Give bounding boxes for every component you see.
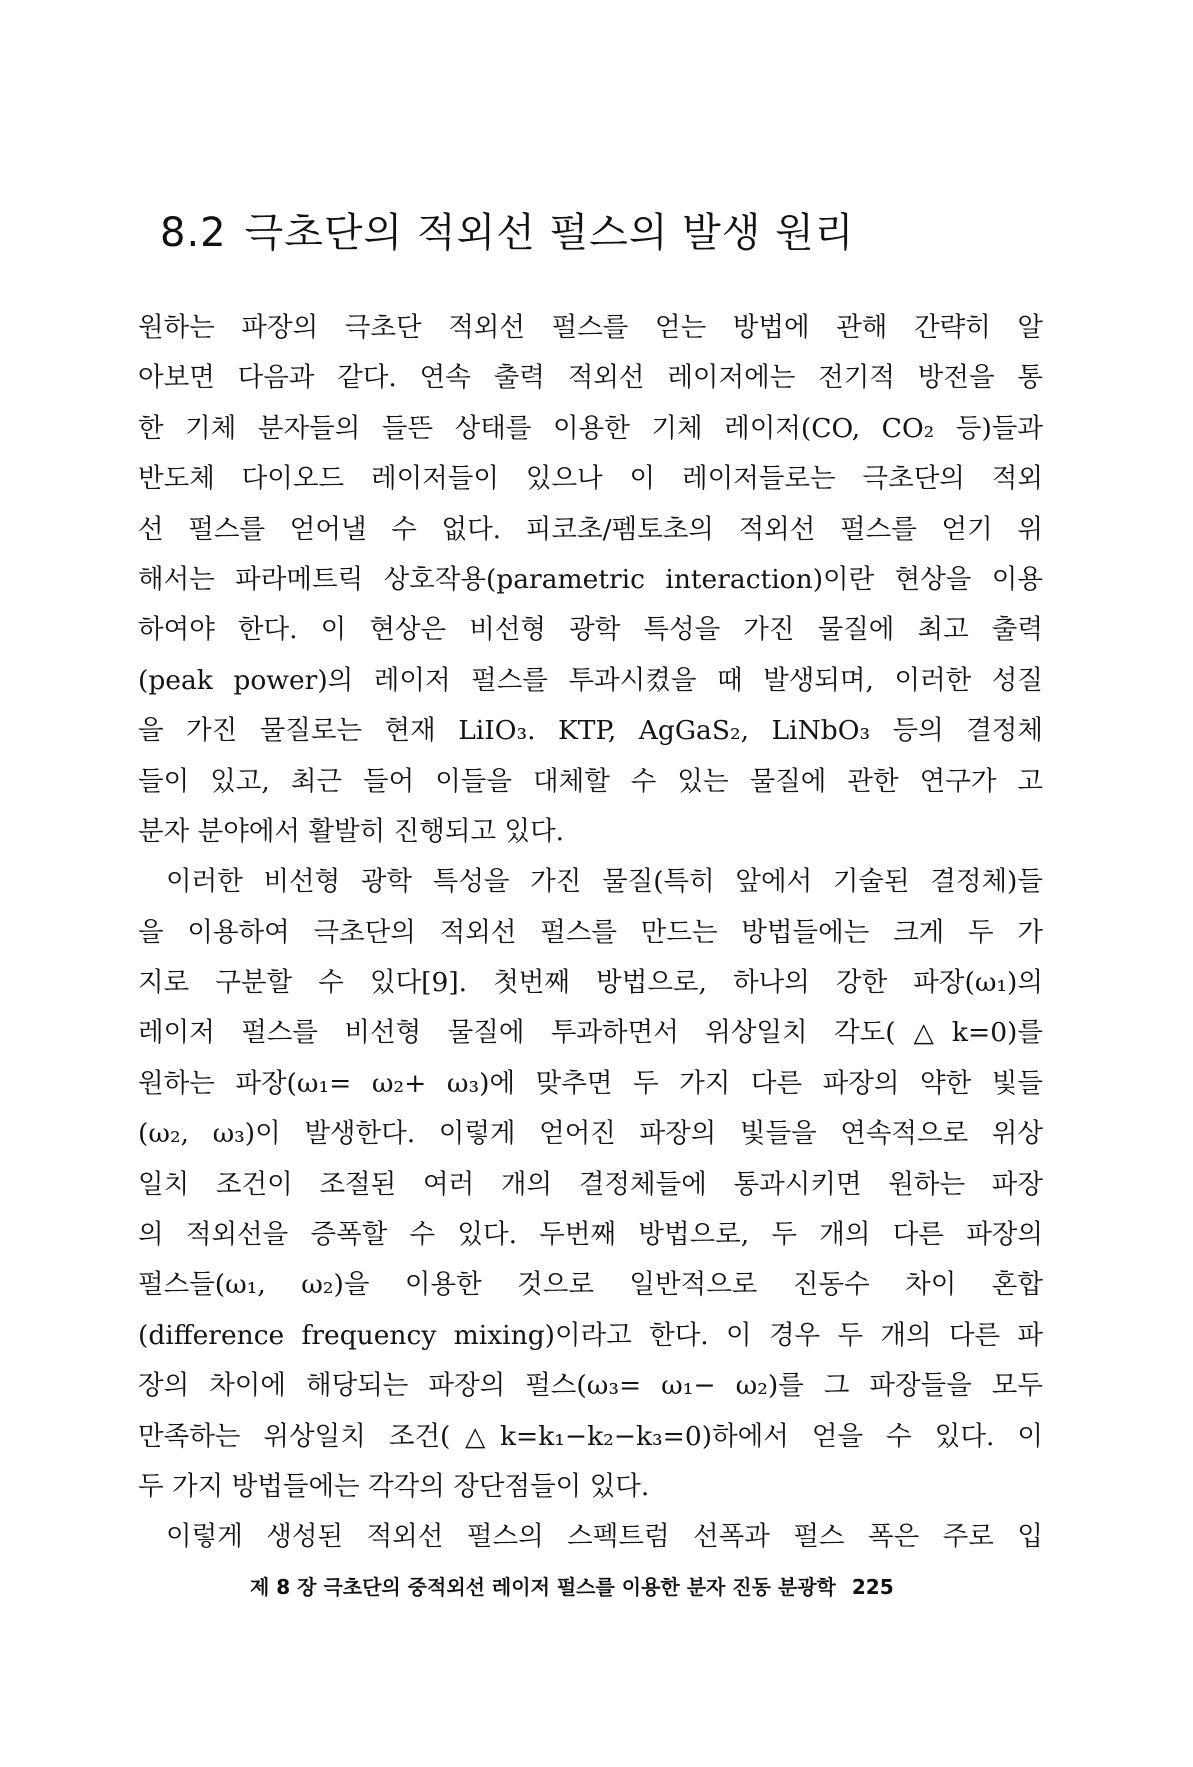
body-line: 원하는 파장(ω₁= ω₂+ ω₃)에 맞추면 두 가지 다른 파장의 약한 빛들 — [138, 1067, 1043, 1099]
body-line: (peak power)의 레이저 펄스를 투과시켰을 때 발생되며, 이러한 성질 — [138, 664, 1043, 696]
body-line: 이러한 비선형 광학 특성을 가진 물질(특히 앞에서 기술된 결정체)들 — [166, 866, 1043, 898]
body-line: 아보면 다음과 같다. 연속 출력 적외선 레이저에는 전기적 방전을 통 — [138, 362, 1043, 394]
body-line: 반도체 다이오드 레이저들이 있으나 이 레이저들로는 극초단의 적외 — [138, 463, 1043, 495]
body-line: 한 기체 분자들의 들뜬 상태를 이용한 기체 레이저(CO, CO₂ 등)들과 — [138, 412, 1043, 444]
body-line: (ω₂, ω₃)이 발생한다. 이렇게 얻어진 파장의 빛들을 연속적으로 위상 — [138, 1118, 1043, 1150]
body-line: 레이저 펄스를 비선형 물질에 투과하면서 위상일치 각도(△k=0)를 — [138, 1017, 1043, 1049]
section-number: 8.2 — [160, 210, 227, 256]
body-line: (difference frequency mixing)이라고 한다. 이 경우 두 개의 다른 파 — [138, 1319, 1043, 1351]
body-line: 펄스들(ω₁, ω₂)을 이용한 것으로 일반적으로 진동수 차이 혼합 — [138, 1269, 1043, 1301]
body-line: 두 가지 방법들에는 각각의 장단점들이 있다. — [138, 1470, 650, 1502]
body-line: 지로 구분할 수 있다[9]. 첫번째 방법으로, 하나의 강한 파장(ω₁)의 — [138, 967, 1043, 999]
chapter-title: 제 8 장 극초단의 중적외선 레이저 펄스를 이용한 분자 진동 분광학 — [250, 1575, 836, 1599]
body-line: 장의 차이에 해당되는 파장의 펄스(ω₃= ω₁− ω₂)를 그 파장들을 모두 — [138, 1370, 1043, 1402]
body-line: 이렇게 생성된 적외선 펄스의 스펙트럼 선폭과 펄스 폭은 주로 입 — [166, 1521, 1043, 1553]
body-line: 의 적외선을 증폭할 수 있다. 두번째 방법으로, 두 개의 다른 파장의 — [138, 1219, 1043, 1251]
body-line: 분자 분야에서 활발히 진행되고 있다. — [138, 815, 565, 847]
body-line: 을 가진 물질로는 현재 LiIO₃. KTP, AgGaS₂, LiNbO₃ 등의 결정체 — [138, 715, 1043, 747]
body-line: 원하는 파장의 극초단 적외선 펄스를 얻는 방법에 관해 간략히 알 — [138, 312, 1043, 343]
section-title-text: 극초단의 적외선 펄스의 발생 원리 — [244, 210, 855, 256]
body-line: 들이 있고, 최근 들어 이들을 대체할 수 있는 물질에 관한 연구가 고 — [138, 765, 1043, 797]
body-line: 일치 조건이 조절된 여러 개의 결정체들에 통과시키면 원하는 파장 — [138, 1168, 1043, 1200]
body-line: 만족하는 위상일치 조건(△k=k₁−k₂−k₃=0)하에서 얻을 수 있다. 이 — [138, 1420, 1043, 1452]
section-heading — [160, 205, 1060, 261]
running-footer — [250, 1572, 1050, 1602]
body-line: 선 펄스를 얻어낼 수 없다. 피코초/펨토초의 적외선 펄스를 얻기 위 — [138, 513, 1043, 545]
page-number: 225 — [851, 1575, 894, 1599]
body-line: 해서는 파라메트릭 상호작용(parametric interaction)이란 현상을 이용 — [138, 563, 1043, 595]
body-text — [138, 303, 1043, 1563]
body-line: 하여야 한다. 이 현상은 비선형 광학 특성을 가진 물질에 최고 출력 — [138, 614, 1043, 646]
body-line: 을 이용하여 극초단의 적외선 펄스를 만드는 방법들에는 크게 두 가 — [138, 916, 1043, 948]
